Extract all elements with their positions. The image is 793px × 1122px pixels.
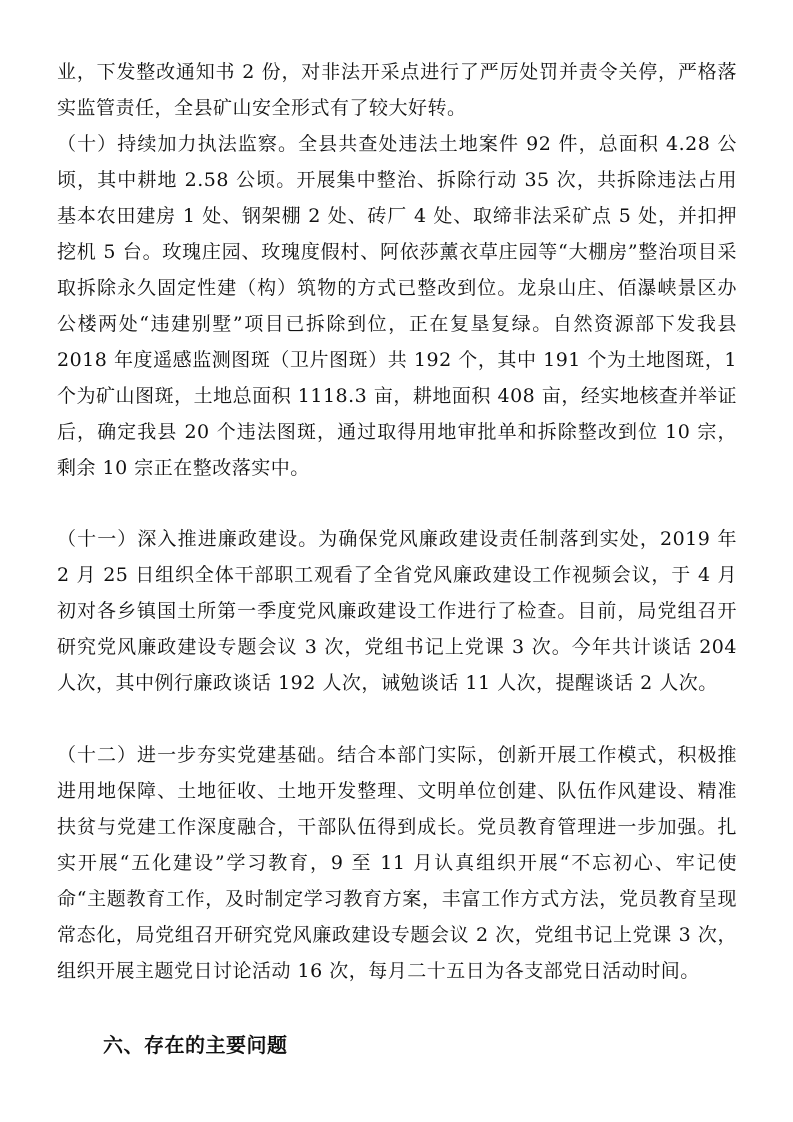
paragraph-integrity-building: （十一）深入推进廉政建设。为确保党风廉政建设责任制落到实处，2019 年 2 月 25 日组织全体干部职工观看了全省党风廉政建设工作视频会议，于 4 月初对各乡镇国土所第一季度党风廉政建设工作进行了检查。目前，局党组召开研究党风廉政建设专题会议 3 次，党组书记上党课 3 次。今年共计谈话 204 人次，其中例行廉政谈话 192 人次，诫勉谈话 11 人次，提醒谈话 2 人次。 xyxy=(57,528,737,694)
paragraph-law-enforcement: （十）持续加力执法监察。全县共查处违法土地案件 92 件，总面积 4.28 公顷，其中耕地 2.58 公顷。开展集中整治、拆除行动 35 次，共拆除违法占用基本农田建房 1 处、钢架棚 2 处、砖厂 4 处、取缔非法采矿点 5 处，并扣押挖机 5 台。玫瑰庄园、玫瑰度假村、阿依莎薰衣草庄园等“大棚房”整治项目采取拆除永久固定性建（构）筑物的方式已整改到位。龙泉山庄、佰瀑峡景区办公楼两处“违建别墅”项目已拆除到位，正在复垦复绿。自然资源部下发我县 2018 年度遥感监测图斑（卫片图斑）共 192 个，其中 191 个为土地图斑，1 个为矿山图斑，土地总面积 1118.3 亩，耕地面积 408 亩，经实地核查并举证后，确定我县 20 个违法图斑，通过取得用地审批单和拆除整改到位 10 宗，剩余 10 宗正在整改落实中。 xyxy=(57,133,737,479)
paragraph-party-building: （十二）进一步夯实党建基础。结合本部门实际，创新开展工作模式，积极推进用地保障、土地征收、土地开发整理、文明单位创建、队伍作风建设、精准扶贫与党建工作深度融合，干部队伍得到成长。党员教育管理进一步加强。扎实开展“五化建设”学习教育，9 至 11 月认真组织开展“不忘初心、牢记使命“主题教育工作，及时制定学习教育方案，丰富工作方式方法，党员教育呈现常态化，局党组召开研究党风廉政建设专题会议 2 次，党组书记上党课 3 次，组织开展主题党日讨论活动 16 次，每月二十五日为各支部党日活动时间。 xyxy=(57,744,737,982)
section-heading-main-problems: 六、存在的主要问题 xyxy=(103,1033,288,1057)
paragraph-mine-safety-continuation: 业，下发整改通知书 2 份，对非法开采点进行了严厉处罚并责令关停，严格落实监管责任，全县矿山安全形式有了较大好转。 xyxy=(57,61,737,119)
